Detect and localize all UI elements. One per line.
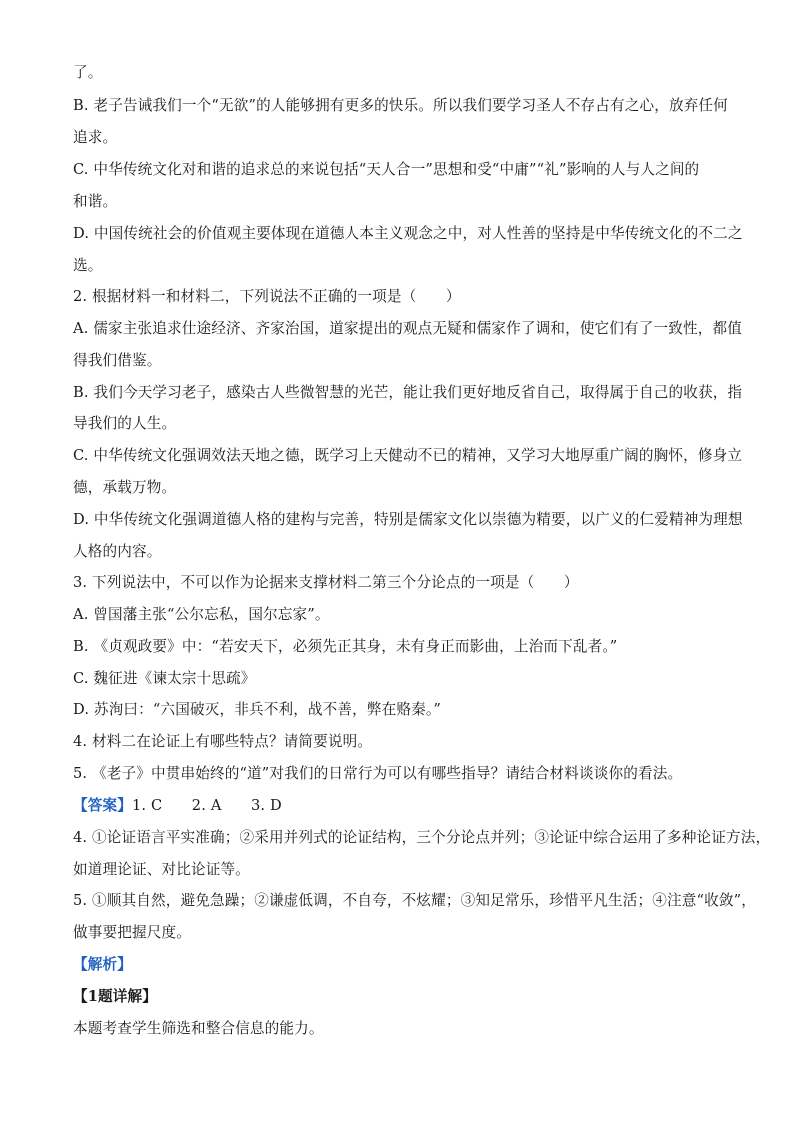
question-5: 5. 《老子》中贯串始终的“道”对我们的日常行为可以有哪些指导？请结合材料谈谈你的看法。 [73, 765, 683, 782]
text-line: 如道理论证、对比论证等。 [73, 861, 250, 878]
option-d-line: D. 苏洵曰：“六国破灭，非兵不利，战不善，弊在赂秦。” [73, 701, 441, 718]
option-d-line: D. 中国传统社会的价值观主要体现在道德人本主义观念之中，对人性善的坚持是中华传统文化的不二之 [73, 225, 743, 242]
text-line: 得我们借鉴。 [73, 352, 162, 369]
option-c-line: C. 中华传统文化对和谐的追求总的来说包括“天人合一”思想和受“中庸”“礼”影响的人与人之间的 [73, 161, 700, 178]
text-line: 做事要把握尺度。 [73, 924, 191, 941]
question-4: 4. 材料二在论证上有哪些特点？请简要说明。 [73, 733, 373, 750]
question-2: 2. 根据材料一和材料二，下列说法不正确的一项是（ ） [73, 288, 461, 305]
option-b-line: B. 我们今天学习老子，感染古人些微智慧的光芒，能让我们更好地反省自己，取得属于自己的收获，指 [73, 384, 743, 401]
answer-line [73, 796, 282, 816]
text-line: 选。 [73, 257, 103, 274]
text-line: 导我们的人生。 [73, 415, 177, 432]
analysis-subheading: 【1题详解】 [73, 988, 158, 1005]
analysis-text: 本题考查学生筛选和整合信息的能力。 [73, 1020, 324, 1037]
text-line: 人格的内容。 [73, 543, 162, 560]
question-3: 3. 下列说法中，不可以作为论据来支撑材料二第三个分论点的一项是（ ） [73, 574, 579, 591]
option-a-line: A. 曾国藩主张“公尔忘私，国尔忘家”。 [73, 606, 330, 623]
answer-5-line: 5. ①顺其自然，避免急躁；②谦虚低调，不自夸，不炫耀；③知足常乐，珍惜平凡生活；④注意“收敛”， [73, 892, 756, 909]
option-d-line: D. 中华传统文化强调道德人格的建构与完善，特别是儒家文化以崇德为精要，以广义的仁爱精神为理想 [73, 511, 743, 528]
answer-tag: 【答案】 [73, 797, 132, 814]
text-line: 追求。 [73, 129, 118, 146]
option-a-line: A. 儒家主张追求仕途经济、齐家治国，道家提出的观点无疑和儒家作了调和，使它们有了一致性，都值 [73, 320, 742, 337]
text-line: 德，承载万物。 [73, 479, 177, 496]
answer-4-line: 4. ①论证语言平实准确；②采用并列式的论证结构，三个分论点并列；③论证中综合运用了多种论证方法， [73, 829, 771, 846]
option-b-line: B. 老子告诫我们一个“无欲”的人能够拥有更多的快乐。所以我们要学习圣人不存占有之心，放弃任何 [73, 97, 728, 114]
analysis-tag [73, 955, 132, 975]
text-line: 和谐。 [73, 193, 118, 210]
text-line: 了。 [73, 64, 103, 81]
option-b-line: B. 《贞观政要》中：“若安天下，必须先正其身，未有身正而影曲，上治而下乱者。” [73, 638, 618, 655]
option-c-line: C. 中华传统文化强调效法天地之德，既学习上天健动不已的精神，又学习大地厚重广阔的胸怀，修身立 [73, 447, 743, 464]
answer-text: 1. C 2. A 3. D [131, 797, 282, 814]
option-c-line: C. 魏征进《谏太宗十思疏》 [73, 670, 256, 687]
analysis-tag-text: 【解析】 [73, 956, 132, 973]
